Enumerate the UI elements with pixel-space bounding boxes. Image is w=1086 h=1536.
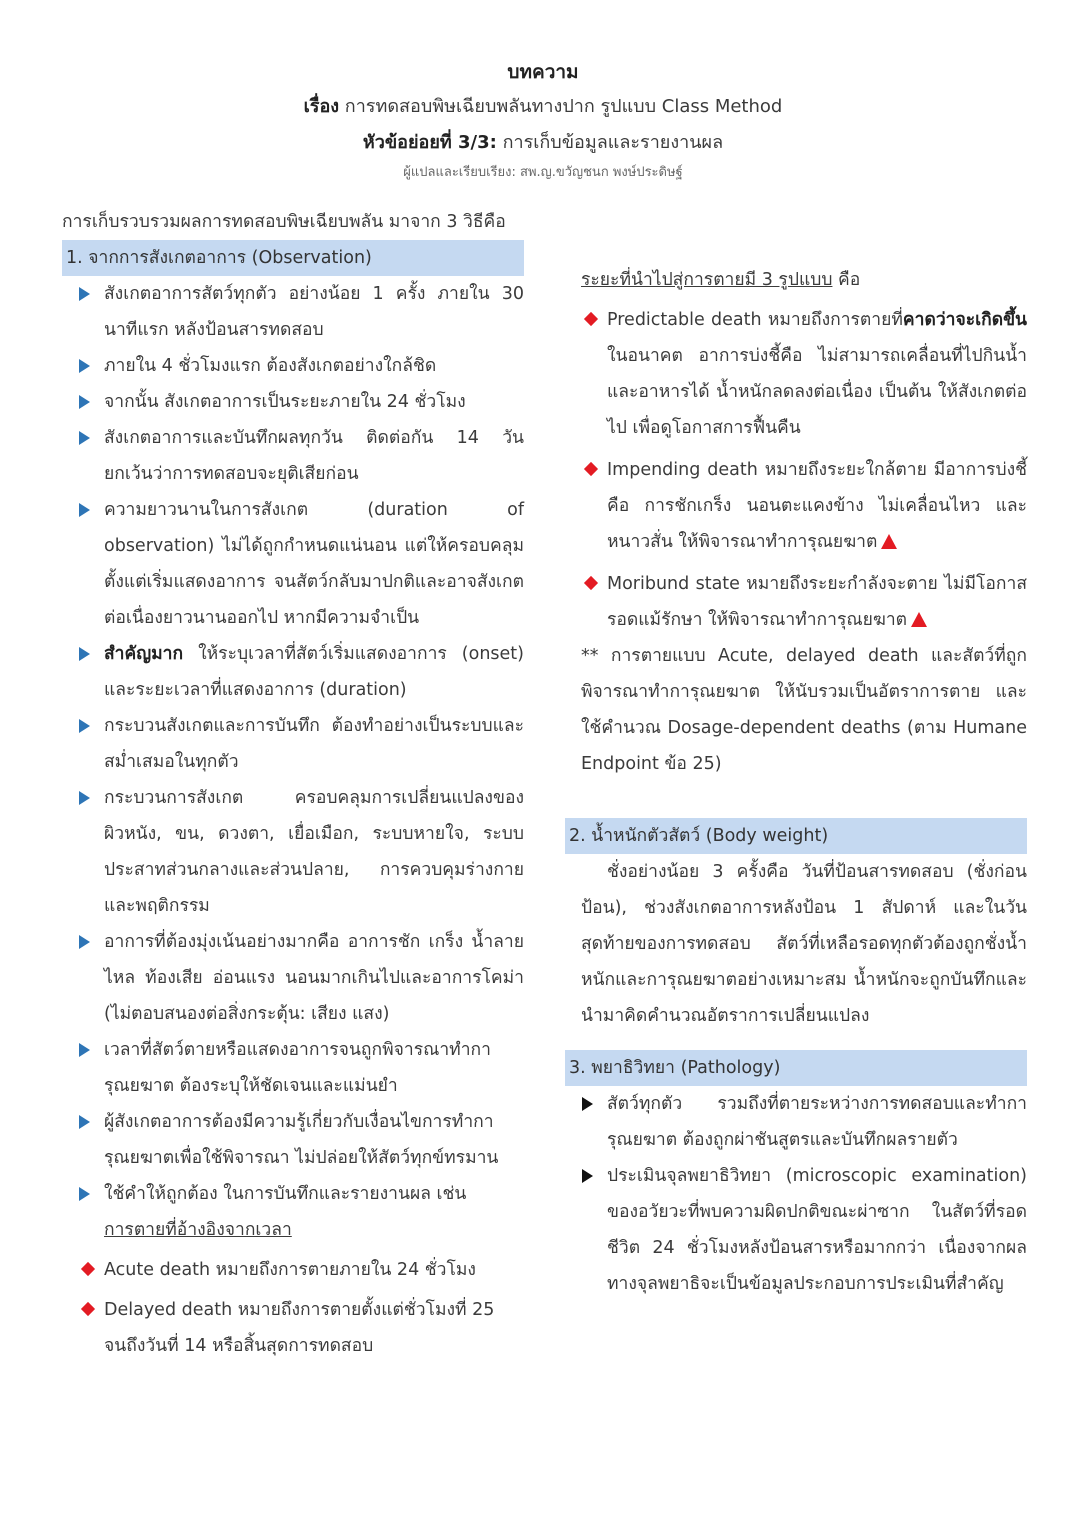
triangle-bullet-icon bbox=[79, 1187, 90, 1201]
triangle-bullet-icon bbox=[79, 503, 90, 517]
triangle-bullet-icon bbox=[582, 1169, 593, 1183]
subtopic-text: การเก็บข้อมูลและรายงานผล bbox=[502, 132, 724, 153]
time-based-death-label: การตายที่อ้างอิงจากเวลา bbox=[104, 1220, 292, 1240]
triangle-bullet-icon bbox=[79, 935, 90, 949]
list-item: ภายใน 4 ชั่วโมงแรก ต้องสังเกตอย่างใกล้ชิด bbox=[62, 348, 524, 384]
triangle-bullet-icon bbox=[79, 395, 90, 409]
topic-text: การทดสอบพิษเฉียบพลันทางปาก รูปแบบ Class Method bbox=[344, 96, 783, 117]
triangle-bullet-icon bbox=[79, 1115, 90, 1129]
triangle-bullet-icon bbox=[79, 791, 90, 805]
diamond-bullet-icon bbox=[584, 312, 598, 326]
topic-label: เรื่อง bbox=[303, 96, 340, 117]
list-item: สังเกตอาการและบันทึกผลทุกวัน ติดต่อกัน 14 วัน ยกเว้นว่าการทดสอบจะยุติเสียก่อน bbox=[62, 420, 524, 492]
list-item: ผู้สังเกตอาการต้องมีความรู้เกี่ยวกับเงื่อนไขการทำการุณยฆาตเพื่อใช้พิจารณา ไม่ปล่อยให้สัตว์ทุกข์ทรมาน bbox=[62, 1104, 524, 1176]
death-count-note: ** การตายแบบ Acute, delayed death และสัตว์ที่ถูกพิจารณาทำการุณยฆาต ให้นับรวมเป็นอัตราการตาย และใช้คำนวณ Dosage-dependent deaths (ตาม Humane Endpoint ข้อ 25) bbox=[581, 646, 1027, 774]
diamond-bullet-icon bbox=[584, 462, 598, 476]
triangle-bullet-icon bbox=[79, 1043, 90, 1057]
section-observation-title: 1. จากการสังเกตอาการ (Observation) bbox=[62, 240, 524, 276]
section-body-weight-title: 2. น้ำหนักตัวสัตว์ (Body weight) bbox=[565, 818, 1027, 854]
triangle-bullet-icon bbox=[79, 287, 90, 301]
death-phase-heading: ระยะที่นำไปสู่การตายมี 3 รูปแบบ คือ bbox=[581, 270, 861, 290]
list-item: Predictable death หมายถึงการตายที่คาดว่าจะเกิดขึ้นในอนาคต อาการบ่งชี้คือ ไม่สามารถเคลื่อนที่ไปกินน้ำและอาหารได้ น้ำหนักลดลงต่อเนื่อง เป็นต้น ให้สังเกตต่อไป เพื่อดูโอกาสการฟื้นคืน bbox=[565, 302, 1027, 446]
warning-icon bbox=[881, 534, 897, 549]
list-item: ความยาวนานในการสังเกต (duration of observation) ไม่ได้ถูกกำหนดแน่นอน แต่ให้ครอบคลุมตั้งแต่เริ่มแสดงอาการ จนสัตว์กลับมาปกติและอาจสังเกตต่อเนื่องยาวนานออกไป หากมีความจำเป็น bbox=[62, 492, 524, 636]
left-column bbox=[62, 204, 524, 1364]
diamond-bullet-icon bbox=[584, 576, 598, 590]
triangle-bullet-icon bbox=[79, 647, 90, 661]
list-item: สังเกตอาการสัตว์ทุกตัว อย่างน้อย 1 ครั้ง ภายใน 30 นาทีแรก หลังป้อนสารทดสอบ bbox=[62, 276, 524, 348]
diamond-bullet-icon bbox=[81, 1262, 95, 1276]
article-topic bbox=[0, 88, 1086, 126]
list-item: ประเมินจุลพยาธิวิทยา (microscopic examination) ของอวัยวะที่พบความผิดปกติขณะผ่าซาก ในสัตว์ที่รอดชีวิต 24 ชั่วโมงหลังป้อนสารหรือมากกว่า เนื่องจากผลทางจุลพยาธิจะเป็นข้อมูลประกอบการประเมินที่สำคัญ bbox=[565, 1158, 1027, 1302]
triangle-bullet-icon bbox=[79, 359, 90, 373]
list-item: Impending death หมายถึงระยะใกล้ตาย มีอาการบ่งชี้คือ การชักเกร็ง นอนตะแคงข้าง ไม่เคลื่อนไหว และหนาวสั่น ให้พิจารณาทำการุณยฆาต bbox=[565, 452, 1027, 560]
list-item: Moribund state หมายถึงระยะกำลังจะตาย ไม่มีโอกาสรอดแม้รักษา ให้พิจารณาทำการุณยฆาต bbox=[565, 566, 1027, 638]
triangle-bullet-icon bbox=[79, 719, 90, 733]
list-item: กระบวนการสังเกต ครอบคลุมการเปลี่ยนแปลงของผิวหนัง, ขน, ดวงตา, เยื่อเมือก, ระบบหายใจ, ระบบประสาทส่วนกลางและส่วนปลาย, การควบคุมร่างกายและพฤติกรรม bbox=[62, 780, 524, 924]
intro-text: การเก็บรวบรวมผลการทดสอบพิษเฉียบพลัน มาจาก 3 วิธีคือ bbox=[62, 212, 506, 232]
article-header bbox=[0, 56, 1086, 186]
list-item: สัตว์ทุกตัว รวมถึงที่ตายระหว่างการทดสอบและทำการุณยฆาต ต้องถูกผ่าชันสูตรและบันทึกผลรายตัว bbox=[565, 1086, 1027, 1158]
list-item: สำคัญมาก ให้ระบุเวลาที่สัตว์เริ่มแสดงอาการ (onset) และระยะเวลาที่แสดงอาการ (duration) bbox=[62, 636, 524, 708]
list-item: ใช้คำให้ถูกต้อง ในการบันทึกและรายงานผล เช่น การตายที่อ้างอิงจากเวลา bbox=[62, 1176, 524, 1248]
triangle-bullet-icon bbox=[582, 1097, 593, 1111]
article-title: บทความ bbox=[507, 61, 579, 83]
list-item: Delayed death หมายถึงการตายตั้งแต่ชั่วโมงที่ 25 จนถึงวันที่ 14 หรือสิ้นสุดการทดสอบ bbox=[62, 1292, 524, 1364]
diamond-bullet-icon bbox=[81, 1302, 95, 1316]
translator-credit: ผู้แปลและเรียบเรียง: สพ.ญ.ขวัญชนก พงษ์ประดิษฐ์ bbox=[403, 165, 683, 180]
section-pathology-title: 3. พยาธิวิทยา (Pathology) bbox=[565, 1050, 1027, 1086]
body-weight-text: ชั่งอย่างน้อย 3 ครั้งคือ วันที่ป้อนสารทดสอบ (ชั่งก่อนป้อน), ช่วงสังเกตอาการหลังป้อน 1 สัปดาห์ และในวันสุดท้ายของการทดสอบ สัตว์ที่เหลือรอดทุกตัวต้องถูกชั่งน้ำหนักและการุณยฆาตอย่างเหมาะสม น้ำหนักจะถูกบันทึกและนำมาคิดคำนวณอัตราการเปลี่ยนแปลง bbox=[581, 862, 1027, 1026]
list-item: Acute death หมายถึงการตายภายใน 24 ชั่วโมง bbox=[62, 1252, 524, 1288]
article-subtopic bbox=[0, 126, 1086, 160]
warning-icon bbox=[911, 612, 927, 627]
triangle-bullet-icon bbox=[79, 431, 90, 445]
list-item: จากนั้น สังเกตอาการเป็นระยะภายใน 24 ชั่วโมง bbox=[62, 384, 524, 420]
right-column bbox=[565, 262, 1027, 1302]
list-item: อาการที่ต้องมุ่งเน้นอย่างมากคือ อาการชัก เกร็ง น้ำลายไหล ท้องเสีย อ่อนแรง นอนมากเกินไปและอาการโคม่า (ไม่ตอบสนองต่อสิ่งกระตุ้น: เสียง แสง) bbox=[62, 924, 524, 1032]
subtopic-label: หัวข้อย่อยที่ 3/3: bbox=[362, 132, 497, 153]
list-item: กระบวนสังเกตและการบันทึก ต้องทำอย่างเป็นระบบและสม่ำเสมอในทุกตัว bbox=[62, 708, 524, 780]
list-item: เวลาที่สัตว์ตายหรือแสดงอาการจนถูกพิจารณาทำการุณยฆาต ต้องระบุให้ชัดเจนและแม่นยำ bbox=[62, 1032, 524, 1104]
